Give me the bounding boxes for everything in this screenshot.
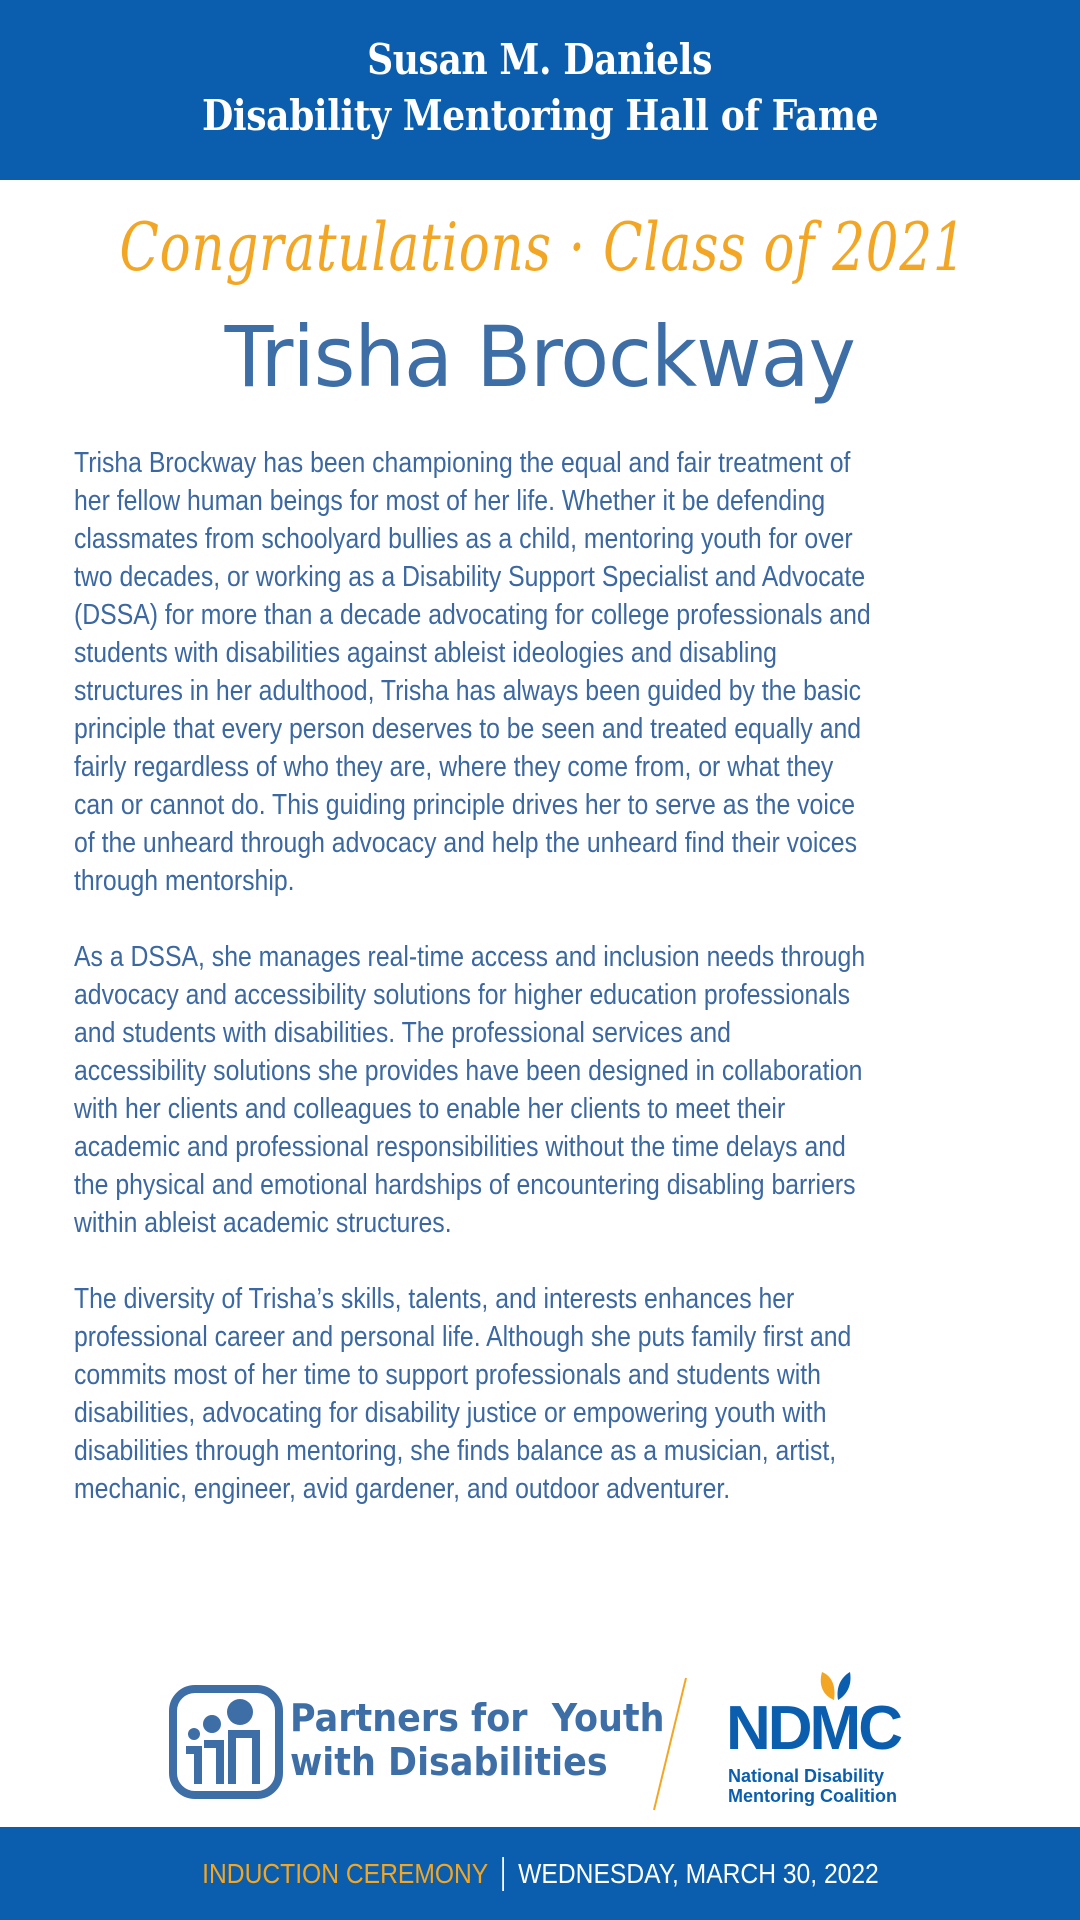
bio-line: mechanic, engineer, avid gardener, and outdoor adventurer. [74,1473,731,1505]
footer-banner [0,1827,1080,1920]
congratulations-heading [0,208,1080,288]
bio-line: The diversity of Trisha’s skills, talents, and interests enhances her [74,1283,795,1315]
bio-line: through mentorship. [74,865,295,897]
bio-line: commits most of her time to support professionals and students with [74,1359,821,1391]
logo-divider [650,1676,690,1812]
header-title-line1: Susan M. Daniels [367,35,713,84]
sponsor-logos [0,1670,1080,1810]
bio-line: professional career and personal life. Although she puts family first and [74,1321,852,1353]
bio-line: advocacy and accessibility solutions for higher education professionals [74,979,850,1011]
bio-line: the physical and emotional hardships of encountering disabling barriers [74,1169,856,1201]
pyd-wordmark [290,1696,664,1784]
bio-line: students with disabilities against ableist ideologies and disabling [74,637,777,669]
ndmc-wordmark: NDMC [726,1694,900,1763]
ndmc-subtitle [728,1766,897,1806]
bio-line: Trisha Brockway has been championing the equal and fair treatment of [74,447,851,479]
footer-separator [502,1857,504,1891]
bio-line: two decades, or working as a Disability Support Specialist and Advocate [74,561,866,593]
bio-line: disabilities through mentoring, she finds balance as a musician, artist, [74,1435,837,1467]
bio-line: (DSSA) for more than a decade advocating for college professionals and [74,599,871,631]
bio-line: disabilities, advocating for disability justice or empowering youth with [74,1397,827,1429]
bio-paragraph-1 [74,444,1014,900]
bio-line: with her clients and colleagues to enable her clients to meet their [74,1093,786,1125]
honoree-name-heading [0,302,1080,412]
bio-line: academic and professional responsibilities without the time delays and [74,1131,846,1163]
bio-line: classmates from schoolyard bullies as a child, mentoring youth for over [74,523,853,555]
bio-line: and students with disabilities. The professional services and [74,1017,731,1049]
pyd-people-icon [168,1684,284,1800]
bio-line: fairly regardless of who they are, where they come from, or what they [74,751,834,783]
bio-line: her fellow human beings for most of her life. Whether it be defending [74,485,826,517]
bio-line: principle that every person deserves to be seen and treated equally and [74,713,862,745]
event-label: INDUCTION CEREMONY [201,1857,488,1889]
bio-section [74,444,1014,1546]
honoree-name: Trisha Brockway [224,308,856,406]
ndmc-sub-line1: National Disability [728,1766,885,1786]
bio-line: structures in her adulthood, Trisha has always been guided by the basic [74,675,862,707]
bio-line: of the unheard through advocacy and help the unheard find their voices [74,827,857,859]
footer-content [202,1857,879,1891]
bio-line: As a DSSA, she manages real-time access and inclusion needs through [74,941,866,973]
bio-line: can or cannot do. This guiding principle drives her to serve as the voice [74,789,856,821]
header-banner [0,0,1080,180]
bio-line: accessibility solutions she provides have been designed in collaboration [74,1055,863,1087]
ndmc-sub-line2: Mentoring Coalition [728,1786,897,1806]
bio-line: within ableist academic structures. [74,1207,452,1239]
pyd-line1: Partners for Youth [290,1696,665,1740]
congratulations-text: Congratulations · Class of 2021 [119,209,967,286]
header-title-line2: Disability Mentoring Hall of Fame [201,91,879,140]
bio-paragraph-2 [74,938,1014,1242]
pyd-line2: with Disabilities [290,1740,608,1784]
bio-paragraph-3 [74,1280,1014,1508]
event-date: WEDNESDAY, MARCH 30, 2022 [517,1857,879,1889]
